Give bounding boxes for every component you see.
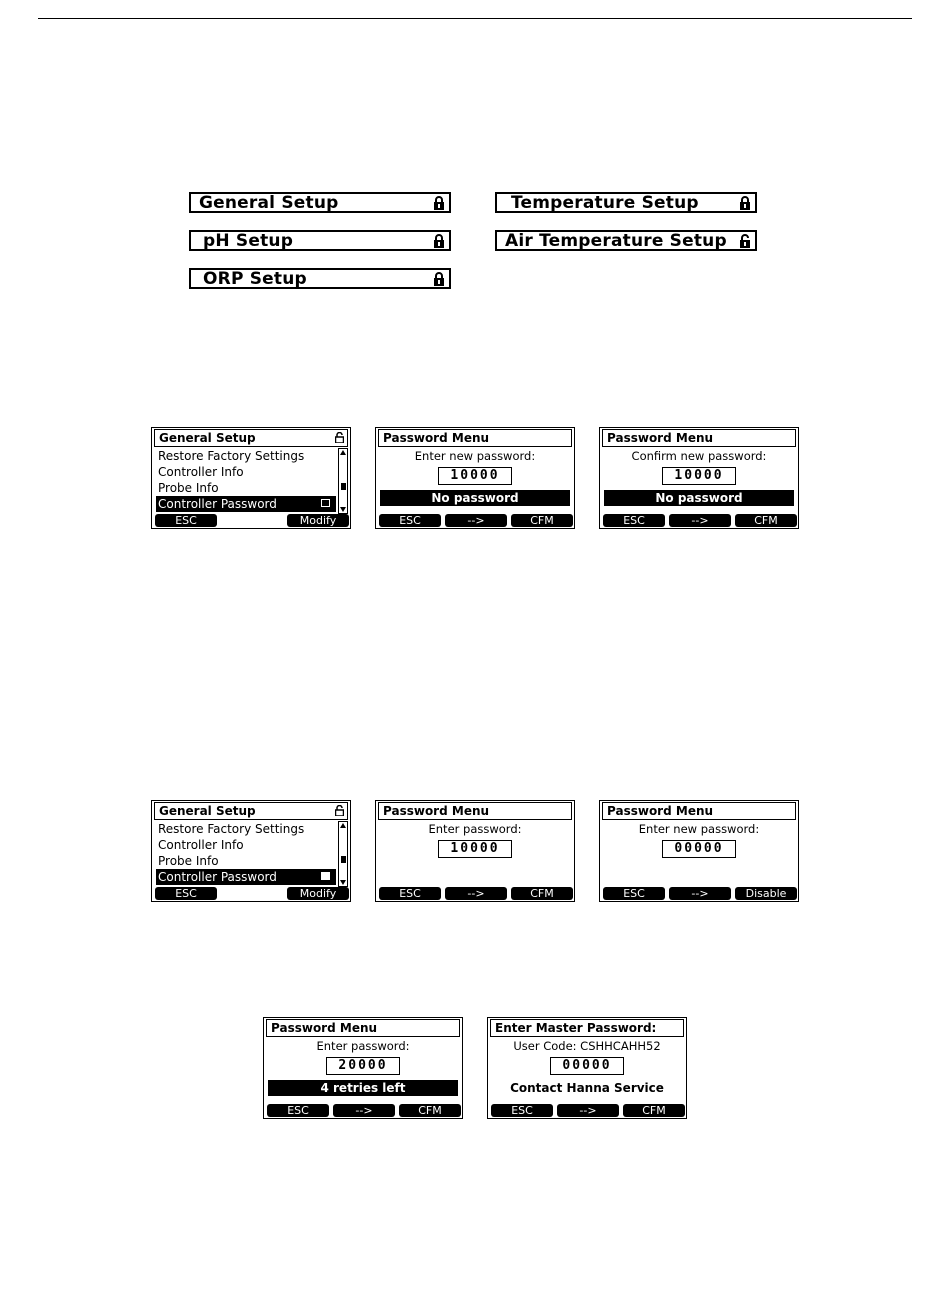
screen-master-password [487, 1017, 687, 1119]
menu-ph-setup[interactable] [189, 230, 451, 251]
status-bar: No password [604, 490, 794, 506]
screen-title: General Setup [154, 429, 348, 447]
prompt-text: Enter new password: [638, 822, 760, 836]
closed-lock-icon [433, 196, 445, 210]
scroll-thumb [341, 483, 346, 490]
password-field[interactable]: 00000 [550, 1057, 624, 1075]
screen-enter-new-password-2 [599, 800, 799, 902]
esc-softkey[interactable]: ESC [267, 1104, 329, 1117]
next-softkey[interactable]: --> [333, 1104, 395, 1117]
list-item[interactable]: Controller Info [158, 465, 244, 479]
menu-temperature-setup[interactable] [495, 192, 757, 213]
esc-softkey[interactable]: ESC [603, 514, 665, 527]
password-field[interactable]: 20000 [326, 1057, 400, 1075]
scroll-thumb [341, 856, 346, 863]
scroll-down-icon [340, 507, 346, 512]
list-item[interactable]: Restore Factory Settings [158, 449, 305, 463]
checkbox-checked-icon [321, 872, 330, 880]
next-softkey[interactable]: --> [669, 887, 731, 900]
screen-general-setup-2 [151, 800, 351, 902]
prompt-text: Enter password: [316, 1039, 410, 1053]
disable-softkey[interactable]: Disable [735, 887, 797, 900]
softkeys [602, 887, 796, 900]
softkeys [154, 887, 348, 900]
list-item[interactable]: Probe Info [158, 854, 219, 868]
prompt-text: Confirm new password: [631, 449, 767, 463]
softkeys [378, 887, 572, 900]
menu-label: pH Setup [203, 231, 294, 251]
scrollbar[interactable] [338, 821, 348, 887]
contact-service-text: Contact Hanna Service [510, 1081, 664, 1095]
screen-title: Password Menu [602, 802, 796, 820]
esc-softkey[interactable]: ESC [603, 887, 665, 900]
list-item-selected[interactable]: Controller Password [156, 496, 336, 512]
password-field[interactable]: 10000 [438, 840, 512, 858]
screen-title: Password Menu [266, 1019, 460, 1037]
settings-list [156, 821, 336, 885]
scroll-up-icon [340, 450, 346, 455]
password-field[interactable]: 10000 [438, 467, 512, 485]
list-item[interactable]: Probe Info [158, 481, 219, 495]
next-softkey[interactable]: --> [669, 514, 731, 527]
screen-title: Password Menu [378, 429, 572, 447]
screen-title: Password Menu [602, 429, 796, 447]
menu-orp-setup[interactable] [189, 268, 451, 289]
closed-lock-icon [739, 196, 751, 210]
top-rule [38, 18, 912, 19]
esc-softkey[interactable]: ESC [155, 514, 217, 527]
cfm-softkey[interactable]: CFM [623, 1104, 685, 1117]
list-item-selected[interactable]: Controller Password [156, 869, 336, 885]
status-bar: 4 retries left [268, 1080, 458, 1096]
softkeys [266, 1104, 460, 1117]
cfm-softkey[interactable]: CFM [511, 887, 573, 900]
open-lock-icon [335, 805, 344, 816]
screen-general-setup-1 [151, 427, 351, 529]
esc-softkey[interactable]: ESC [379, 887, 441, 900]
list-item[interactable]: Controller Info [158, 838, 244, 852]
cfm-softkey[interactable]: CFM [399, 1104, 461, 1117]
user-code-text: User Code: CSHHCAHH52 [513, 1039, 661, 1053]
modify-softkey[interactable]: Modify [287, 514, 349, 527]
esc-softkey[interactable]: ESC [379, 514, 441, 527]
checkbox-icon [321, 499, 330, 507]
screen-enter-password [375, 800, 575, 902]
settings-list [156, 448, 336, 512]
cfm-softkey[interactable]: CFM [735, 514, 797, 527]
next-softkey[interactable]: --> [557, 1104, 619, 1117]
menu-air-temperature-setup[interactable] [495, 230, 757, 251]
softkeys [378, 514, 572, 527]
closed-lock-icon [433, 234, 445, 248]
softkeys [602, 514, 796, 527]
menu-label: Air Temperature Setup [505, 231, 727, 251]
prompt-text: Enter new password: [414, 449, 536, 463]
softkeys [154, 514, 348, 527]
closed-lock-icon [433, 272, 445, 286]
menu-label: General Setup [199, 193, 339, 213]
softkeys [490, 1104, 684, 1117]
esc-softkey[interactable]: ESC [491, 1104, 553, 1117]
next-softkey[interactable]: --> [445, 887, 507, 900]
open-lock-icon [335, 432, 344, 443]
menu-general-setup[interactable] [189, 192, 451, 213]
screen-retries-left [263, 1017, 463, 1119]
scroll-down-icon [340, 880, 346, 885]
list-item[interactable]: Restore Factory Settings [158, 822, 305, 836]
esc-softkey[interactable]: ESC [155, 887, 217, 900]
menu-label: Temperature Setup [511, 193, 699, 213]
scroll-up-icon [340, 823, 346, 828]
screen-enter-new-password-1 [375, 427, 575, 529]
prompt-text: Enter password: [428, 822, 522, 836]
screen-title: General Setup [154, 802, 348, 820]
scrollbar[interactable] [338, 448, 348, 514]
modify-softkey[interactable]: Modify [287, 887, 349, 900]
status-bar: No password [380, 490, 570, 506]
menu-label: ORP Setup [203, 269, 307, 289]
password-field[interactable]: 00000 [662, 840, 736, 858]
screen-confirm-new-password [599, 427, 799, 529]
screen-title: Password Menu [378, 802, 572, 820]
password-field[interactable]: 10000 [662, 467, 736, 485]
open-lock-icon [739, 234, 751, 248]
next-softkey[interactable]: --> [445, 514, 507, 527]
cfm-softkey[interactable]: CFM [511, 514, 573, 527]
screen-title: Enter Master Password: [490, 1019, 684, 1037]
